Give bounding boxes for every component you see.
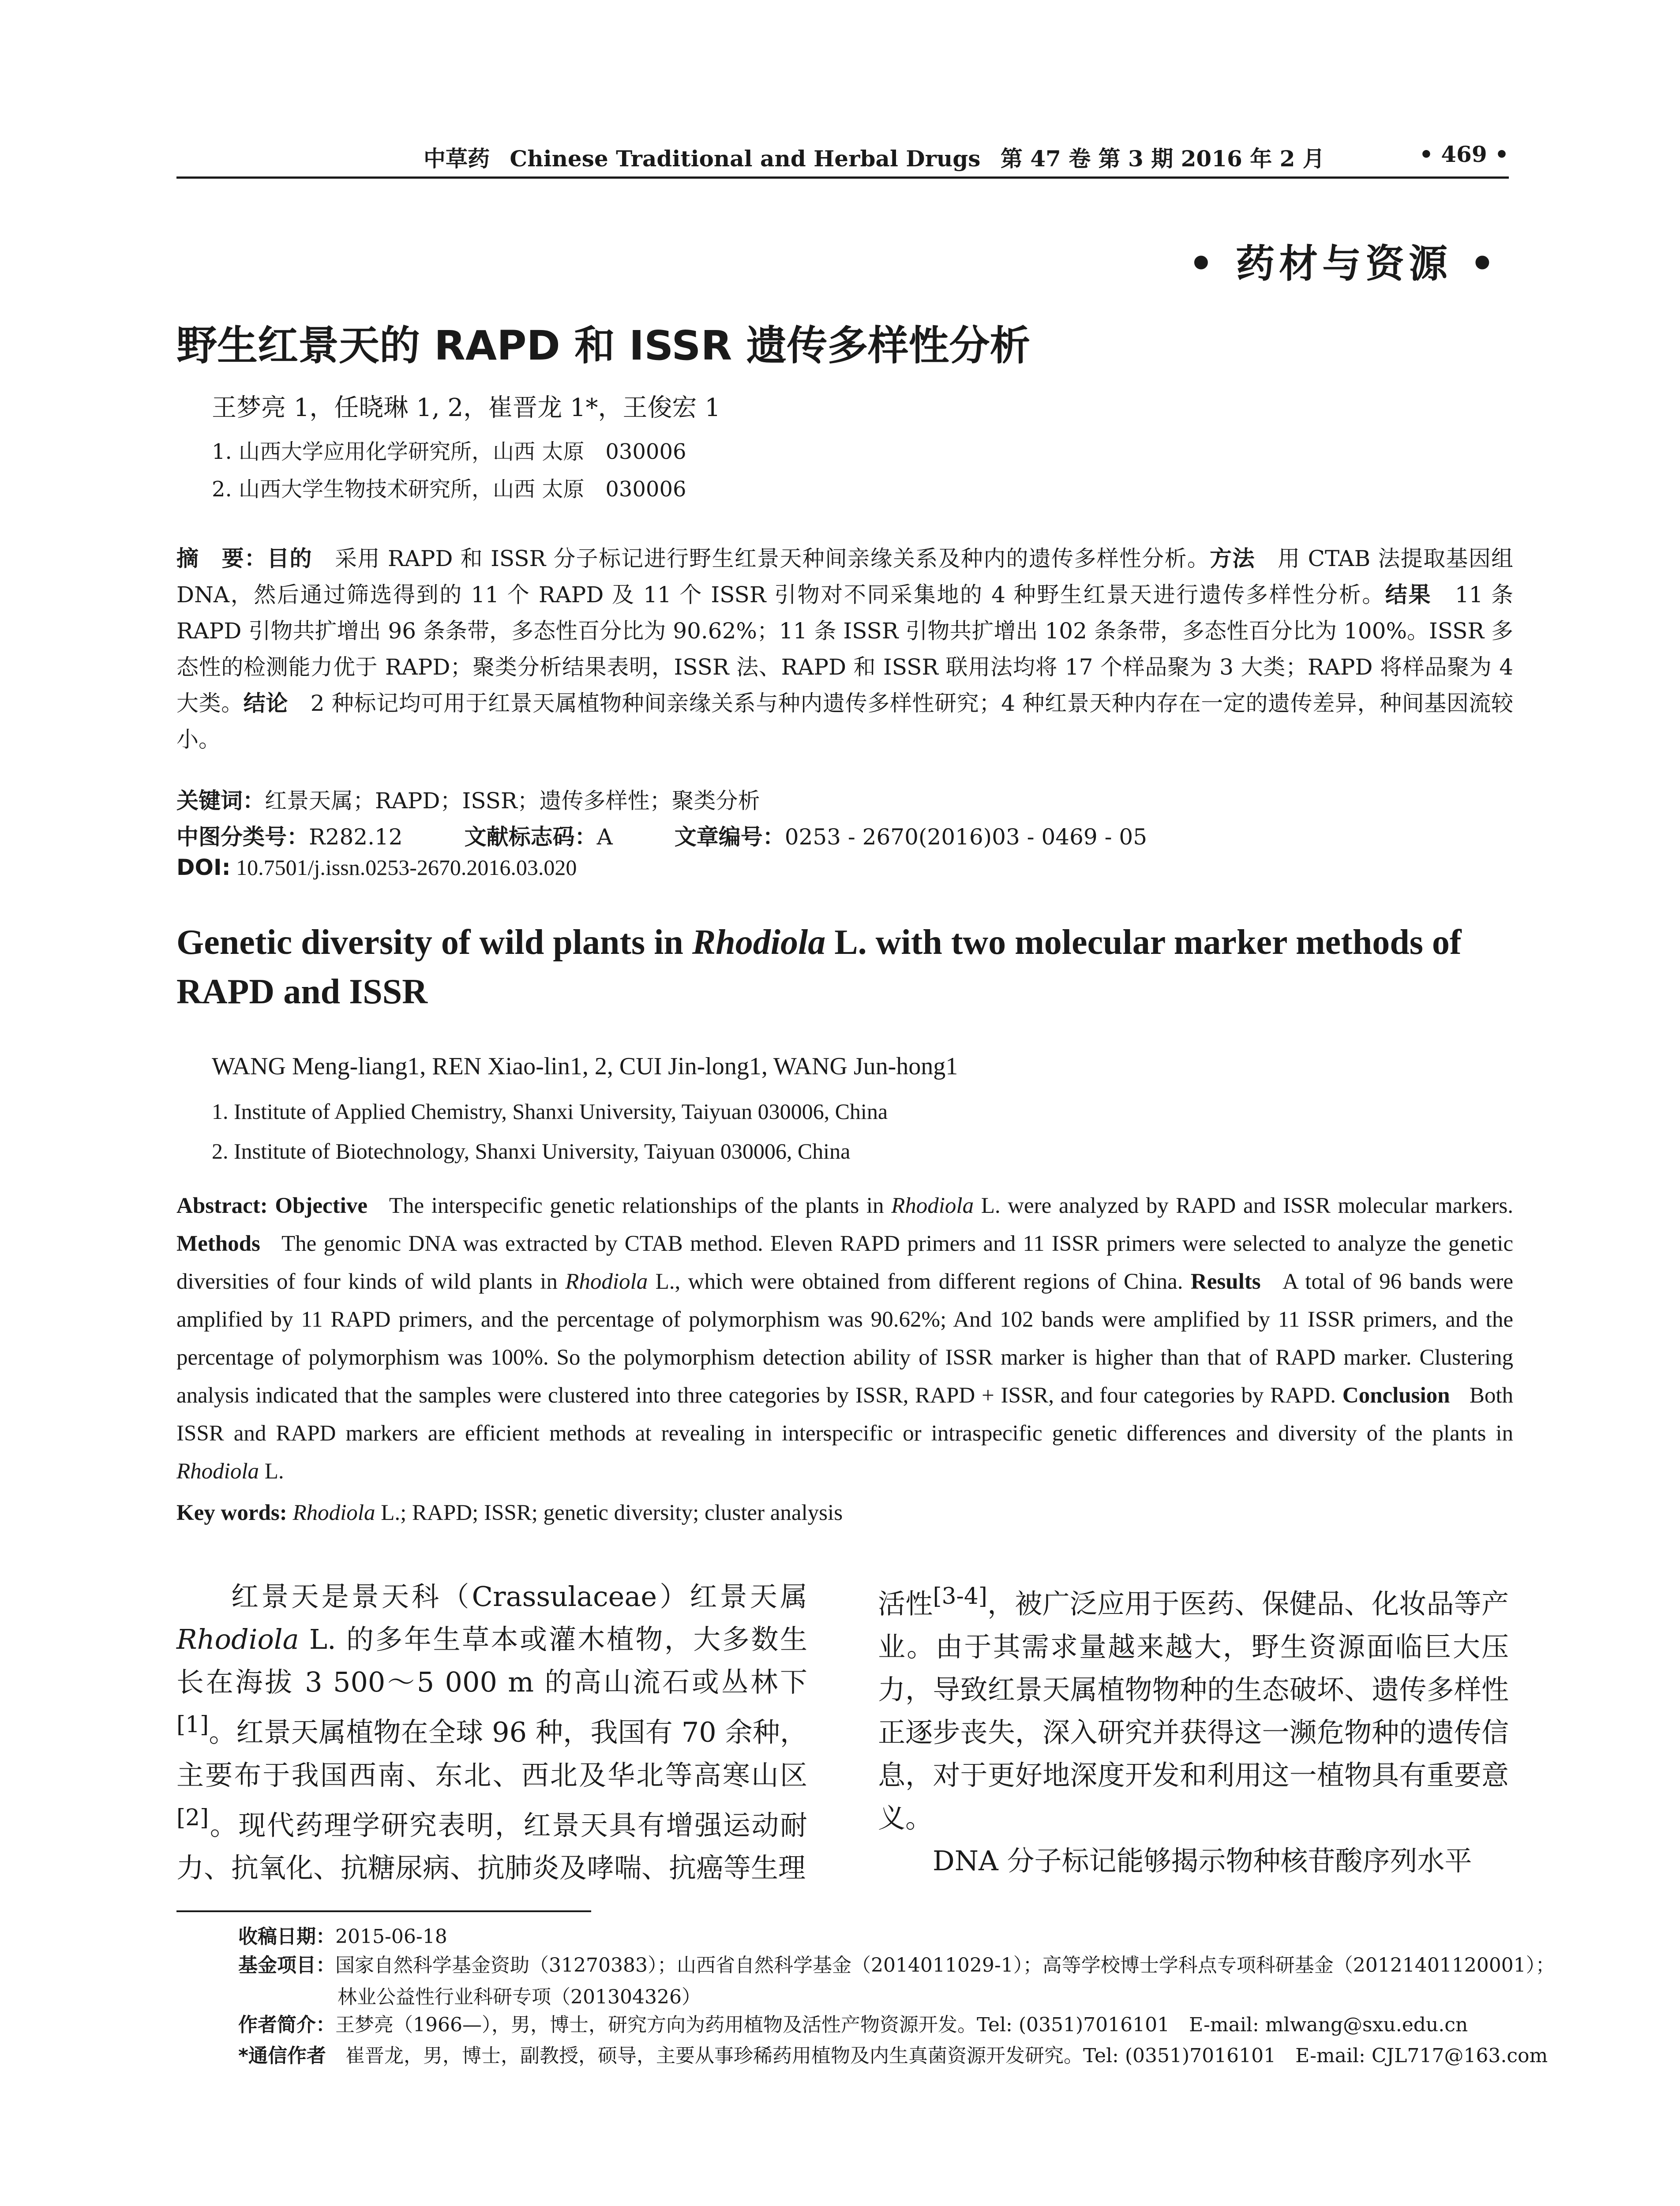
clc-value: R282.12 — [309, 824, 403, 850]
abstract-en — [176, 1187, 1513, 1490]
articleno-label: 文章编号： — [674, 824, 785, 850]
fund-label: 基金项目： — [238, 1954, 335, 1977]
objective-label-en: Objective — [275, 1193, 368, 1218]
abstract-cn — [176, 540, 1513, 758]
body-left-a: 红景天是景天科（Crassulaceae）红景天属 — [231, 1580, 807, 1613]
keywords-en — [176, 1500, 843, 1526]
title-en — [176, 918, 1500, 1017]
conclusion-en-b: L. — [259, 1459, 284, 1484]
citation-3-4: [3-4] — [933, 1583, 987, 1609]
title-en-part1: Genetic diversity of wild plants in — [176, 923, 692, 962]
affiliation-cn-2: 2. 山西大学生物技术研究所，山西 太原 030006 — [212, 477, 686, 502]
affiliation-en-2: 2. Institute of Biotechnology, Shanxi University, Taiyuan 030006, China — [212, 1139, 851, 1163]
body-column-right — [878, 1575, 1509, 1882]
keywords-cn — [176, 783, 760, 815]
keywords-en-label: Key words: — [176, 1501, 287, 1525]
authors-en: WANG Meng-liang1, REN Xiao-lin1, 2, CUI Jin-long1, WANG Jun-hong1 — [212, 1053, 958, 1080]
page-number: • 469 • — [1419, 141, 1509, 167]
body-right-b: ，被广泛应用于医药、保健品、化妆品等产业。由于其需求量越来越大，野生资源面临巨大压力，导致红景天属植物物种的生态破坏、遗传多样性正逐步丧失，深入研究并获得这一濒危物种的遗传信息，对于更好地深度开发和利用这一植物具有重要意义。 — [878, 1587, 1509, 1834]
objective-en-b: L. were analyzed by RAPD and ISSR molecular markers. — [974, 1193, 1514, 1218]
conclusion-label-cn: 结论 — [243, 690, 288, 716]
citation-1: [1] — [176, 1711, 209, 1738]
doccode-label: 文献标志码： — [464, 824, 597, 850]
footnote-rule — [176, 1910, 591, 1912]
objective-label-cn: 目的 — [267, 546, 312, 571]
methods-en-b: L., which were obtained from different regions of China. — [648, 1269, 1183, 1294]
body-genus: Rhodiola — [176, 1623, 299, 1655]
body-left-b: L. 的多年生草本或灌木植物，大多数生长在海拔 3 500～5 000 m 的高山流石或丛林下 — [176, 1623, 807, 1698]
results-label-en: Results — [1190, 1269, 1261, 1294]
journal-header — [424, 141, 1337, 173]
abstract-cn-label: 摘 要： — [176, 546, 267, 571]
citation-2: [2] — [176, 1804, 209, 1831]
title-en-genus: Rhodiola — [692, 923, 826, 962]
body-column-left — [176, 1575, 807, 1889]
methods-label-en: Methods — [176, 1231, 260, 1256]
footnote-fund — [238, 1952, 1555, 1979]
keywords-en-genus: Rhodiola — [292, 1501, 375, 1525]
doi-line — [176, 855, 577, 880]
received-date: 2015-06-18 — [335, 1925, 447, 1948]
doccode-value: A — [596, 824, 613, 850]
keywords-cn-label: 关键词： — [176, 788, 265, 814]
journal-issue: 第 47 卷 第 3 期 2016 年 2 月 — [1000, 146, 1325, 172]
abstract-en-label: Abstract: — [176, 1193, 268, 1218]
affiliation-cn-1: 1. 山西大学应用化学研究所，山西 太原 030006 — [212, 439, 686, 464]
corr-label: *通信作者 — [238, 2045, 326, 2067]
authors-cn: 王梦亮 1，任晓琳 1, 2，崔晋龙 1*，王俊宏 1 — [212, 394, 720, 422]
methods-label-cn: 方法 — [1210, 546, 1255, 571]
title-en-part2: L. with two molecular marker methods of RAPD and ISSR — [176, 923, 1462, 1011]
keywords-en-text: L.; RAPD; ISSR; genetic diversity; cluster analysis — [375, 1501, 843, 1525]
clc-label: 中图分类号： — [176, 824, 309, 850]
body-left-d: 。现代药理学研究表明，红景天具有增强运动耐力、抗氧化、抗糖尿病、抗肺炎及哮喘、抗癌等生理 — [176, 1809, 807, 1884]
header-rule — [176, 176, 1509, 179]
conclusion-en-a: Both ISSR and RAPD markers are efficient methods at revealing in interspecific or intraspecific genetic differences and diversity of the plants in — [176, 1383, 1514, 1446]
journal-name-en: Chinese Traditional and Herbal Drugs — [510, 146, 981, 172]
doi-value: 10.7501/j.issn.0253-2670.2016.03.020 — [236, 855, 577, 880]
results-en: A total of 96 bands were amplified by 11 RAPD primers, and the percentage of polymorphism was 90.62%; And 102 bands were amplified by 11 ISSR primers, and the percentage of polymorphism was 100%. So the polymorphism detection ability of ISSR marker is higher than that of RAPD marker. Clustering analysis indicated that the samples were clustered into three categories by ISSR, RAPD + ISSR, and four categories by RAPD. — [176, 1269, 1513, 1408]
corr-text: 崔晋龙，男，博士，副教授，硕导，主要从事珍稀药用植物及内生真菌资源开发研究。Tel: (0351)7016101 E-mail: CJL717@163.com — [345, 2045, 1548, 2067]
received-label: 收稿日期： — [238, 1925, 335, 1948]
body-right-a: 活性 — [878, 1587, 933, 1620]
footnote-fund-cont: 林业公益性行业科研专项（201304326） — [338, 1986, 701, 2008]
footnote-corresponding — [238, 2043, 1548, 2069]
author-label: 作者简介： — [238, 2014, 335, 2036]
genus-en-1: Rhodiola — [891, 1193, 974, 1218]
affiliation-en-1: 1. Institute of Applied Chemistry, Shanxi University, Taiyuan 030006, China — [212, 1099, 888, 1124]
genus-en-3: Rhodiola — [176, 1459, 259, 1484]
methods-cn: 用 CTAB 法提取基因组 DNA，然后通过筛选得到的 11 个 RAPD 及 11 个 ISSR 引物对不同采集地的 4 种野生红景天进行遗传多样性分析。 — [176, 546, 1514, 608]
conclusion-label-en: Conclusion — [1342, 1383, 1450, 1408]
classification-line — [176, 819, 1147, 851]
conclusion-cn: 2 种标记均可用于红景天属植物种间亲缘关系与种内遗传多样性研究；4 种红景天种内存在一定的遗传差异，种间基因流较小。 — [176, 690, 1514, 752]
body-right-paragraph-1 — [878, 1575, 1509, 1839]
results-cn: 11 条 RAPD 引物共扩增出 96 条条带，多态性百分比为 90.62%；11 条 ISSR 引物共扩增出 102 条条带，多态性百分比为 100%。ISSR 多态性的检测能力优于 RAPD；聚类分析结果表明，ISSR 法、RAPD 和 ISSR 联用法均将 17 个样品聚为 3 大类；RAPD 将样品聚为 4 大类。 — [176, 582, 1514, 716]
objective-en-a: The interspecific genetic relationships of the plants in — [389, 1193, 892, 1218]
body-right-paragraph-2: DNA 分子标记能够揭示物种核苷酸序列水平 — [933, 1844, 1472, 1877]
methods-en-a: The genomic DNA was extracted by CTAB method. Eleven RAPD primers and 11 ISSR primers were selected to analyze the genetic diversities of four kinds of wild plants in — [176, 1231, 1513, 1294]
articleno-value: 0253 - 2670(2016)03 - 0469 - 05 — [784, 824, 1148, 850]
doi-label: DOI: — [176, 855, 231, 880]
author-bio: 王梦亮（1966—），男，博士，研究方向为药用植物及活性产物资源开发。Tel: (0351)7016101 E-mail: mlwang@sxu.edu.cn — [335, 2014, 1468, 2036]
results-label-cn: 结果 — [1385, 582, 1432, 608]
section-heading: • 药材与资源 • — [1189, 241, 1499, 286]
journal-name-cn: 中草药 — [424, 146, 490, 172]
title-cn: 野生红景天的 RAPD 和 ISSR 遗传多样性分析 — [176, 322, 1031, 369]
body-left-c: 。红景天属植物在全球 96 种，我国有 70 余种，主要布于我国西南、东北、西北及华北等高寒山区 — [176, 1716, 807, 1791]
footnote-author — [238, 2012, 1468, 2038]
objective-cn: 采用 RAPD 和 ISSR 分子标记进行野生红景天种间亲缘关系及种内的遗传多样性分析。 — [335, 546, 1210, 571]
keywords-cn-text: 红景天属；RAPD；ISSR；遗传多样性；聚类分析 — [265, 788, 760, 814]
footnote-received — [238, 1924, 447, 1950]
genus-en-2: Rhodiola — [565, 1269, 648, 1294]
fund-text-1: 国家自然科学基金资助（31270383）；山西省自然科学基金（2014011029-1）；高等学校博士学科点专项科研基金（20121401120001）； — [335, 1954, 1555, 1977]
